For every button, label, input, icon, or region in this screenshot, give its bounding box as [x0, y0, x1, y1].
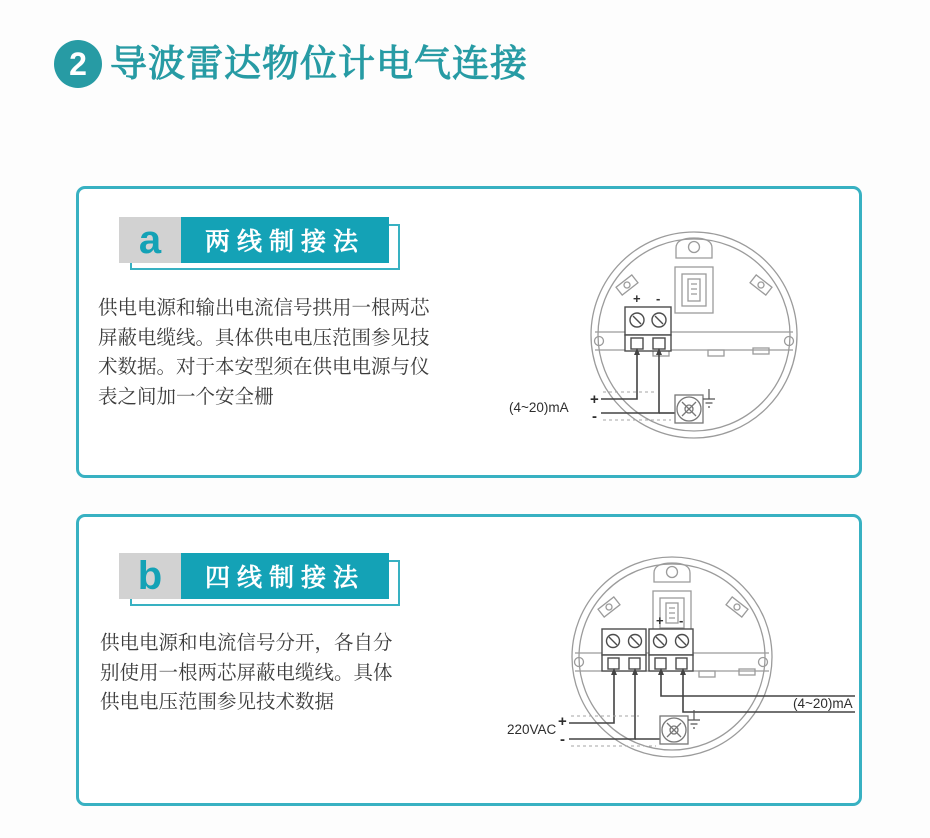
- latch-left: [598, 597, 620, 617]
- badge-letter-b: b: [119, 553, 181, 599]
- badge-four-wire: [119, 553, 389, 599]
- loop-minus-sign: -: [592, 408, 597, 425]
- text-line: 术数据。对于本安型须在供电电源与仪: [98, 356, 430, 378]
- badge-title-two-wire: 两线制接法: [181, 217, 389, 263]
- terminal-block: [625, 307, 671, 351]
- terminal-plus-sign: +: [633, 291, 641, 306]
- text-line: 表之间加一个安全栅: [98, 385, 274, 408]
- section-number-badge: [54, 40, 102, 88]
- terminal-minus-sign: -: [656, 291, 661, 306]
- page-header: [54, 40, 528, 88]
- text-line: 供电电源和输出电流信号拱用一根两芯: [98, 297, 430, 319]
- current-loop-label: (4~20)mA: [509, 400, 569, 415]
- latch-right: [750, 275, 772, 295]
- ground-screw: [660, 716, 688, 744]
- description-two-wire: [98, 294, 430, 412]
- vac-plus-sign: +: [558, 713, 567, 730]
- current-loop-label: (4~20)mA: [793, 696, 853, 711]
- signal-wires: [601, 351, 675, 413]
- power-supply-label: 220VAC: [507, 722, 557, 737]
- text-line: 别使用一根两芯屏蔽电缆线。具体: [100, 661, 393, 684]
- wiring-diagram-two-wire: [503, 223, 833, 463]
- badge-letter-a: a: [119, 217, 181, 263]
- wiring-diagram-four-wire: [499, 541, 899, 781]
- badge-title-four-wire: 四线制接法: [181, 553, 389, 599]
- section-four-wire: [76, 514, 862, 806]
- text-line: 供电电源和电流信号分开，各自分: [100, 632, 393, 654]
- terminal-minus-sign: -: [679, 613, 684, 628]
- terminal-block-power: [602, 629, 646, 671]
- loop-plus-sign: +: [590, 391, 599, 408]
- badge-two-wire: [119, 217, 389, 263]
- vac-minus-sign: -: [560, 731, 565, 748]
- description-four-wire: [100, 629, 393, 718]
- cable-clamp: [654, 563, 690, 582]
- section-number: 2: [69, 45, 87, 82]
- terminal-block-current: [649, 629, 693, 671]
- ground-symbol-icon: [703, 389, 715, 407]
- terminal-plus-sign: +: [656, 613, 664, 628]
- text-line: 屏蔽电缆线。具体供电电压范围参见技: [98, 326, 430, 349]
- text-line: 供电电压范围参见技术数据: [100, 691, 335, 713]
- page-title: 导波雷达物位计电气连接: [110, 43, 528, 84]
- section-two-wire: [76, 186, 862, 478]
- ground-screw: [675, 395, 703, 423]
